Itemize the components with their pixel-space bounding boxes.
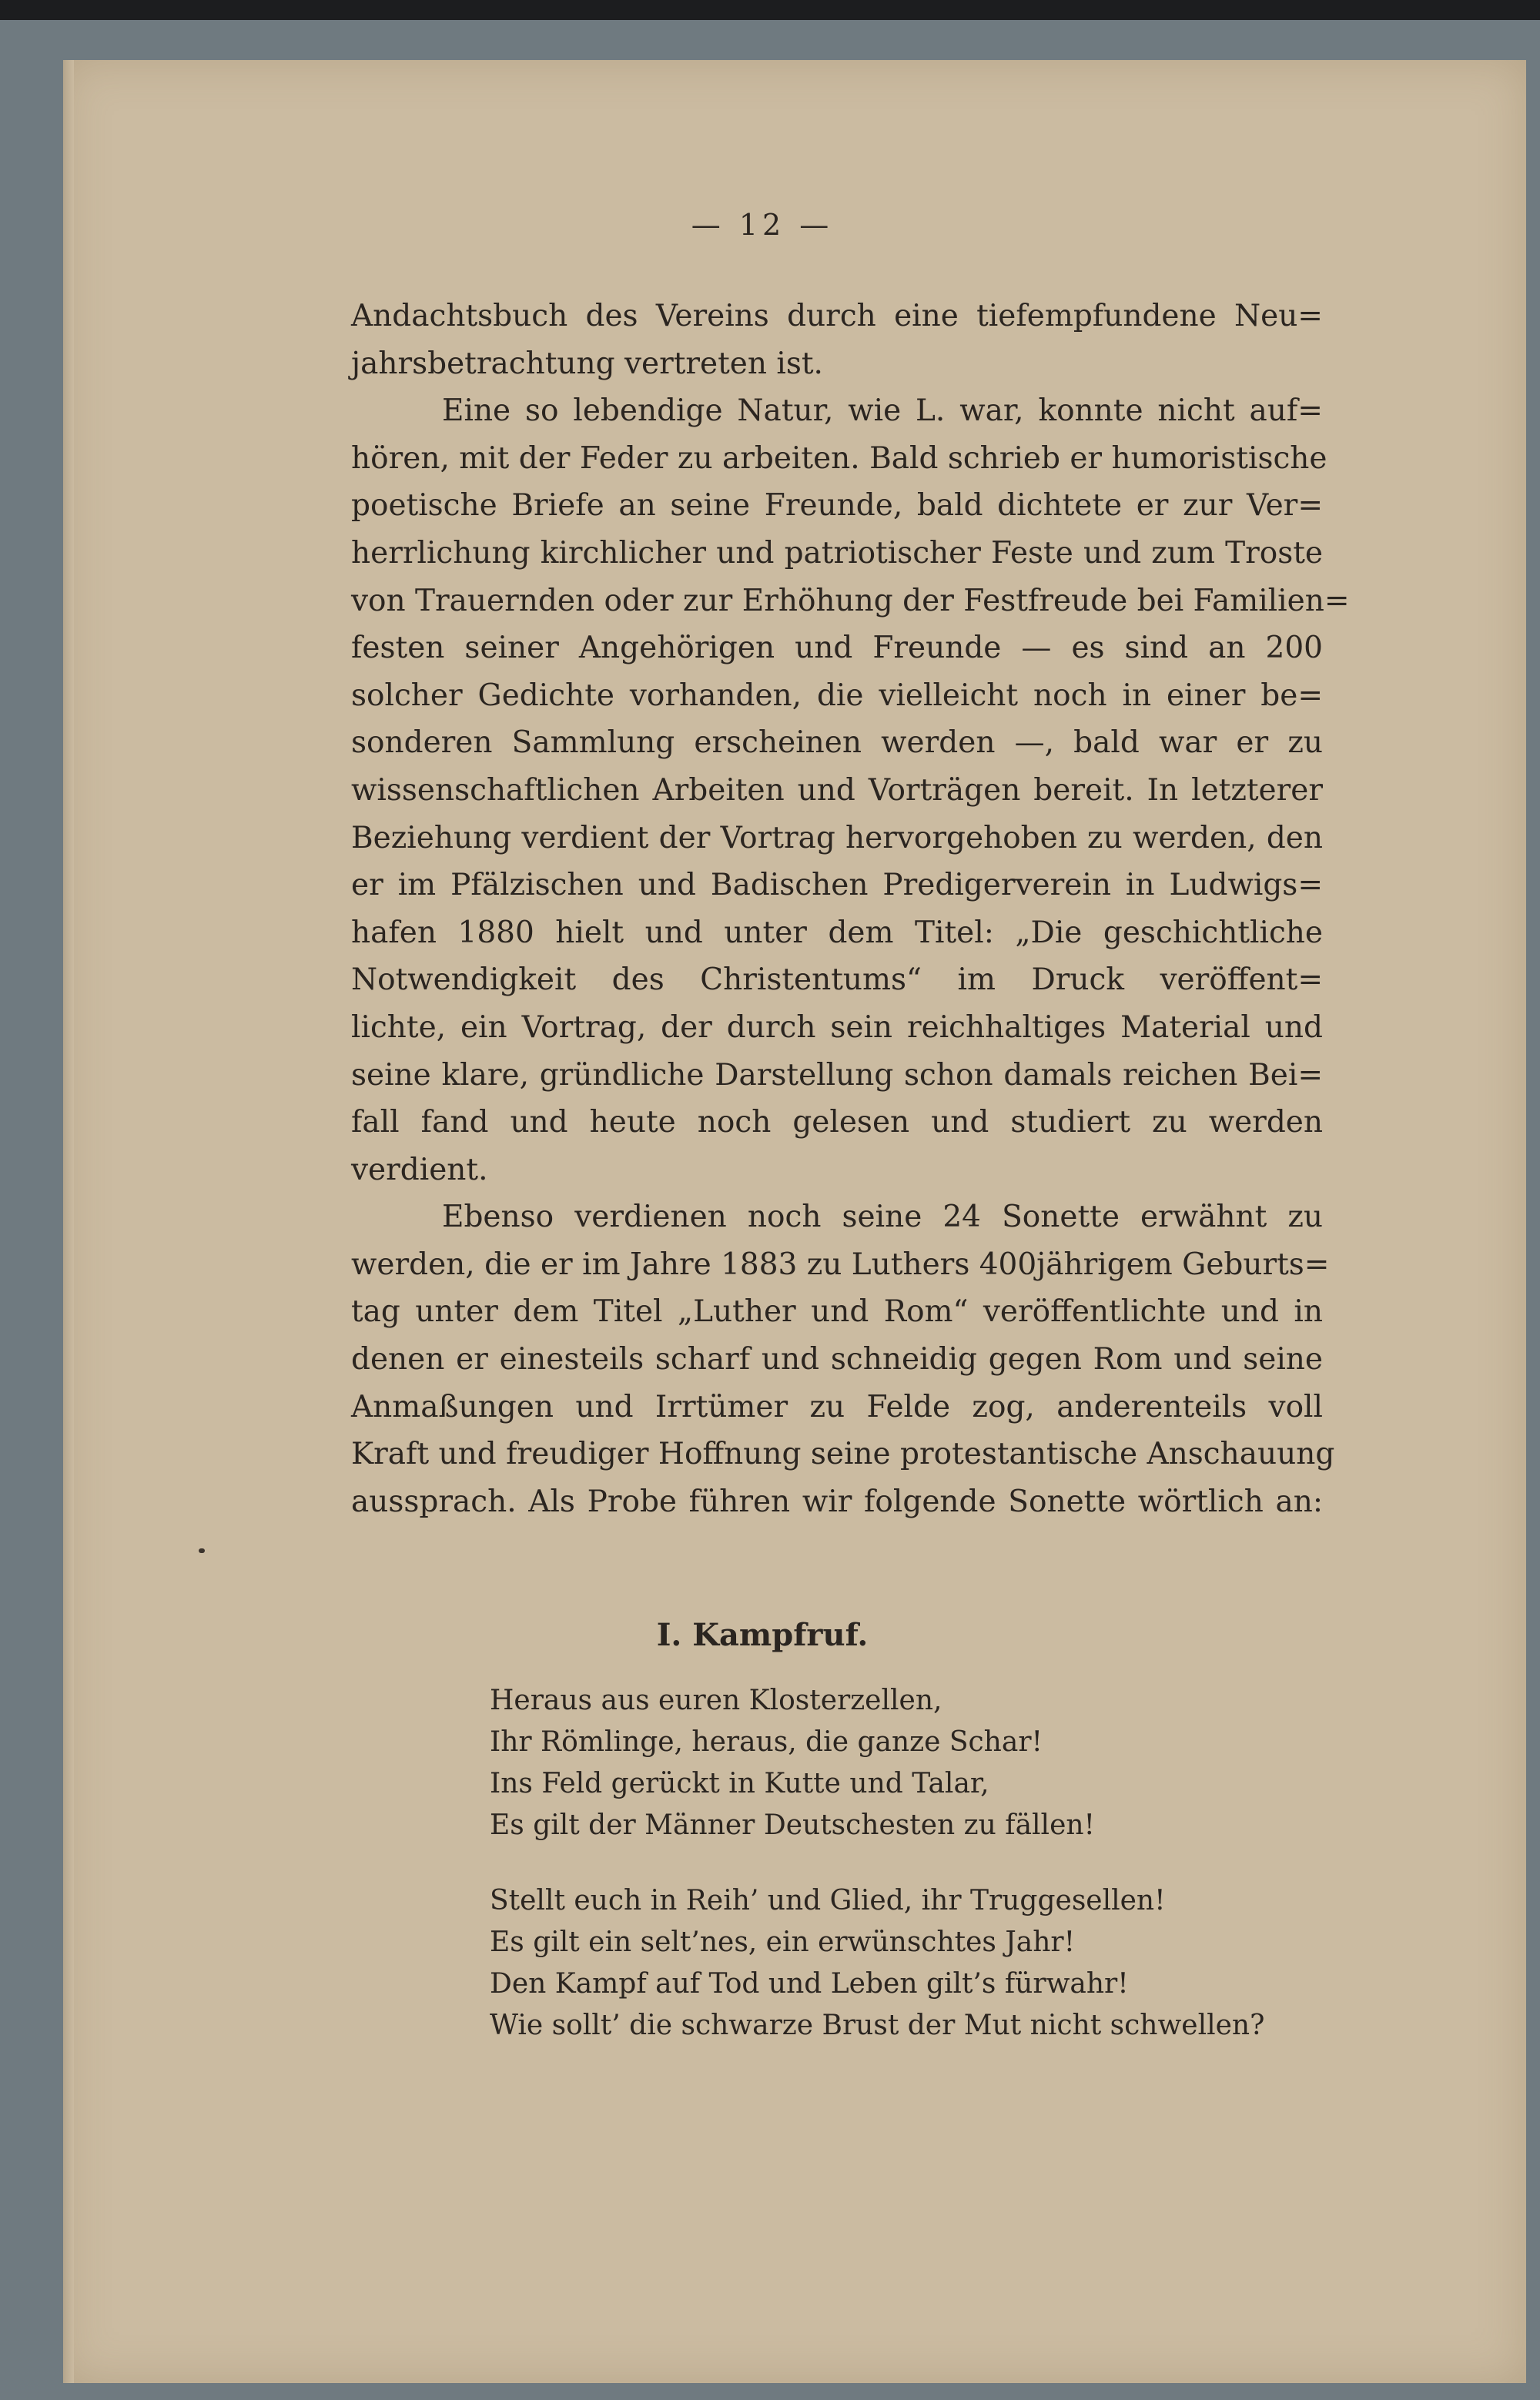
poem-line: Ihr Römlinge, heraus, die ganze Schar!	[490, 1726, 1043, 1758]
text-line: solcher Gedichte vorhanden, die vielleicht noch in einer be=	[351, 678, 1323, 713]
text-line: denen er einesteils scharf und schneidig gegen Rom und seine	[351, 1342, 1323, 1377]
text-line: Kraft und freudiger Hoffnung seine protestantische Anschauung	[351, 1437, 1335, 1472]
ink-spot	[199, 1548, 205, 1553]
text-line: Notwendigkeit des Christentums“ im Druck veröffent=	[351, 962, 1323, 998]
text-line: herrlichung kirchlicher und patriotischer Feste und zum Troste	[351, 535, 1323, 571]
text-line: seine klare, gründliche Darstellung schon damals reichen Bei=	[351, 1057, 1323, 1093]
poem-line: Wie sollt’ die schwarze Brust der Mut nicht schwellen?	[490, 2010, 1265, 2041]
poem	[490, 1680, 1298, 2047]
sonnet-heading: I. Kampfruf.	[656, 1617, 869, 1653]
text-line: Beziehung verdient der Vortrag hervorgehoben zu werden, den	[351, 820, 1323, 855]
text-line: hören, mit der Feder zu arbeiten. Bald schrieb er humoristische	[351, 440, 1327, 476]
text-line: festen seiner Angehörigen und Freunde — es sind an 200	[351, 631, 1323, 666]
text-line: werden, die er im Jahre 1883 zu Luthers 400jährigem Geburts=	[351, 1247, 1330, 1282]
text-line: hafen 1880 hielt und unter dem Titel: „Die geschichtliche	[351, 915, 1323, 950]
poem-line: Den Kampf auf Tod und Leben gilt’s fürwahr!	[490, 1968, 1129, 2000]
text-line: er im Pfälzischen und Badischen Predigerverein in Ludwigs=	[351, 868, 1323, 903]
text-line: poetische Briefe an seine Freunde, bald dichtete er zur Ver=	[351, 488, 1323, 524]
poem-line: Ins Feld gerückt in Kutte und Talar,	[490, 1768, 989, 1799]
text-line: Ebenso verdienen noch seine 24 Sonette erwähnt zu	[442, 1200, 1323, 1235]
body-text	[351, 293, 1350, 1525]
text-line: Anmaßungen und Irrtümer zu Felde zog, anderenteils voll	[351, 1389, 1323, 1424]
text-line: aussprach. Als Probe führen wir folgende Sonette wörtlich an:	[351, 1484, 1323, 1519]
text-line: verdient.	[351, 1152, 488, 1187]
text-line: von Trauernden oder zur Erhöhung der Festfreude bei Familien=	[351, 583, 1350, 618]
poem-line: Stellt euch in Reih’ und Glied, ihr Truggesellen!	[490, 1885, 1166, 1916]
stanza	[490, 1880, 1298, 2047]
text-line: lichte, ein Vortrag, der durch sein reichhaltiges Material und	[351, 1009, 1323, 1045]
poem-line: Heraus aus euren Klosterzellen,	[490, 1685, 942, 1716]
text-line: sonderen Sammlung erscheinen werden —, bald war er zu	[351, 725, 1323, 761]
page-number: — 12 —	[691, 208, 834, 242]
text-line: fall fand und heute noch gelesen und studiert zu werden	[351, 1105, 1323, 1140]
poem-line: Es gilt der Männer Deutschesten zu fällen!	[490, 1809, 1096, 1841]
text-line: wissenschaftlichen Arbeiten und Vorträgen bereit. In letzterer	[351, 772, 1323, 808]
text-line: jahrsbetrachtung vertreten ist.	[351, 346, 823, 381]
stanza	[490, 1680, 1298, 1846]
text-line: Eine so lebendige Natur, wie L. war, konnte nicht auf=	[442, 393, 1323, 429]
text-line: tag unter dem Titel „Luther und Rom“ veröffentlichte und in	[351, 1294, 1323, 1330]
text-line: Andachtsbuch des Vereins durch eine tiefempfundene Neu=	[351, 299, 1323, 333]
poem-line: Es gilt ein selt’nes, ein erwünschtes Jahr!	[490, 1926, 1076, 1958]
